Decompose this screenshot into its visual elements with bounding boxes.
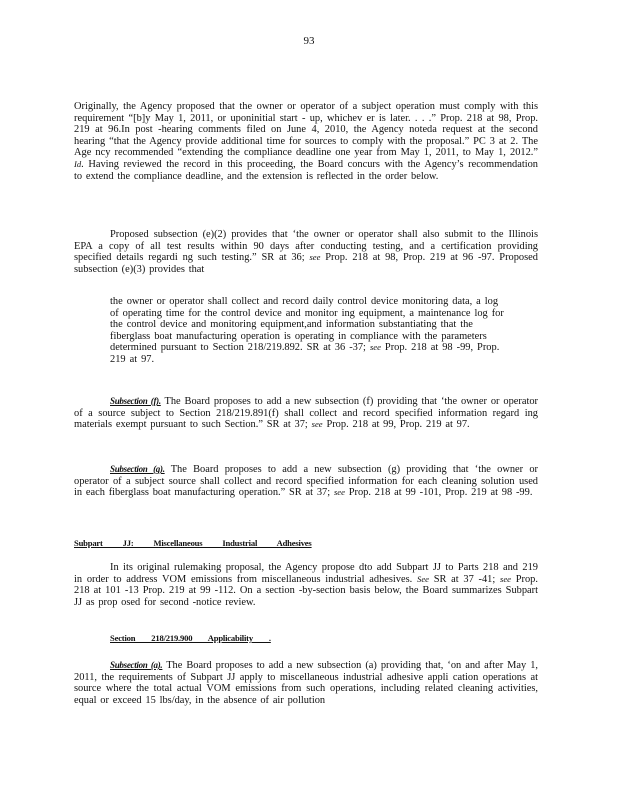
subsection-label: Subsection (g).: [110, 464, 165, 474]
paragraph-subsection-a: [74, 660, 538, 706]
subsection-label: Subsection (f).: [110, 396, 161, 406]
citation-see: See: [417, 573, 429, 584]
paragraph-text: Prop. 218 at 101 -13 Prop. 219 at 99 -112. On a section -by-section basis below, the Board summarizes Subpart JJ as prop osed for second -notice review.: [74, 573, 538, 608]
paragraph-subsection-f: [74, 396, 538, 431]
paragraph-text: The Board proposes to add a new subsection (f) providing that ‘the owner or operator of a source subject to Section 218/219.891(f) shall collect and record specified information regard ing materials exempt pursuant to such Section.” SR at 37;: [74, 396, 538, 431]
citation-see: see: [369, 342, 381, 353]
subpart-heading: Subpart JJ: Miscellaneous Industrial Adhesives: [74, 538, 312, 548]
paragraph-subsection-e2: [74, 229, 538, 275]
paragraph-text: Prop. 218 at 99, Prop. 219 at 97.: [326, 419, 470, 431]
paragraph-text: In its original rulemaking proposal, the Agency propose dto add Subpart JJ to Parts 218 and 219 in order to address VOM emissions from miscellaneous industrial adhesives.: [74, 562, 538, 585]
page-number: 93: [303, 35, 315, 47]
citation-see: see: [500, 573, 511, 584]
paragraph-text: Originally, the Agency proposed that the owner or operator of a subject operation must comply with this requirement “[b]y May 1, 2011, or uponinitial start - up, whichev er is later. . . .” Prop. 218 at 98, Prop. 219 at 96.In post -hearing comments filed on June 4, 2010, the Agency noteda request at the second hearing “that the Agency provide additional time for sources to comply with the proposal.” PC 3 at 2. The Age ncy recommended “extending the compliance deadline one year from May 1, 2011, to May 1, 2012.”: [74, 101, 538, 159]
subsection-label: Subsection (a).: [110, 660, 163, 670]
citation-id: Id: [74, 158, 82, 169]
paragraph-text: The Board proposes to add a new subsection (g) providing that ‘the owner or operator of a subject source shall collect and record specified information for each cleaning solution used in each fiberglass boat manufacturing operation.” SR at 37;: [74, 464, 538, 499]
section-heading: Section 218/219.900 Applicability .: [110, 633, 271, 643]
paragraph-text: Prop. 218 at 98, Prop. 219 at 96 -97. Proposed subsection (e)(3) provides that: [74, 252, 538, 275]
paragraph-subpart-jj-intro: [74, 562, 538, 608]
paragraph-text: The Board proposes to add a new subsection (a) providing that, ‘on and after May 1, 2011, the requirements of Subpart JJ apply to miscellaneous industrial adhesive appli cation operations at source where the total actual VOM emissions from such operations, including related cleaning activities, equal or exceed 15 lbs/day, in the absence of air pollution: [74, 660, 539, 706]
paragraph-subsection-g: [74, 464, 538, 499]
paragraph-text: SR at 37 -41;: [433, 573, 496, 585]
citation-see: see: [311, 419, 323, 430]
paragraph-text: Prop. 218 at 99 -101, Prop. 219 at 98 -99.: [348, 487, 533, 499]
quote-text: the owner or operator shall collect and record daily control device monitoring data, a log of operating time for the control device and monitor ing equipment, a maintenance log for the control device and monitoring equipment,and information substantiating that the fiberglass boat manufacturing operation is operating in compliance with the parameters determined pursuant to Section 218/219.892. SR at 36 -37;: [110, 296, 504, 354]
citation-see: see: [333, 487, 345, 498]
block-quote: [110, 296, 510, 366]
quote-text: Prop. 218 at 98 -99, Prop. 219 at 97.: [110, 342, 500, 365]
paragraph-compliance-deadline: [74, 101, 538, 182]
citation-see: see: [309, 252, 321, 263]
paragraph-text: Proposed subsection (e)(2) provides that ‘the owner or operator shall also submit to the Illinois EPA a copy of all test results within 90 days after conducting testing, and a certification providing specified details regardi ng such testing.” SR at 36;: [74, 229, 538, 264]
paragraph-text: . Having reviewed the record in this proceeding, the Board concurs with the Agency’s recommendation to extend the compliance deadline, and the extension is reflected in the order below.: [74, 158, 538, 182]
